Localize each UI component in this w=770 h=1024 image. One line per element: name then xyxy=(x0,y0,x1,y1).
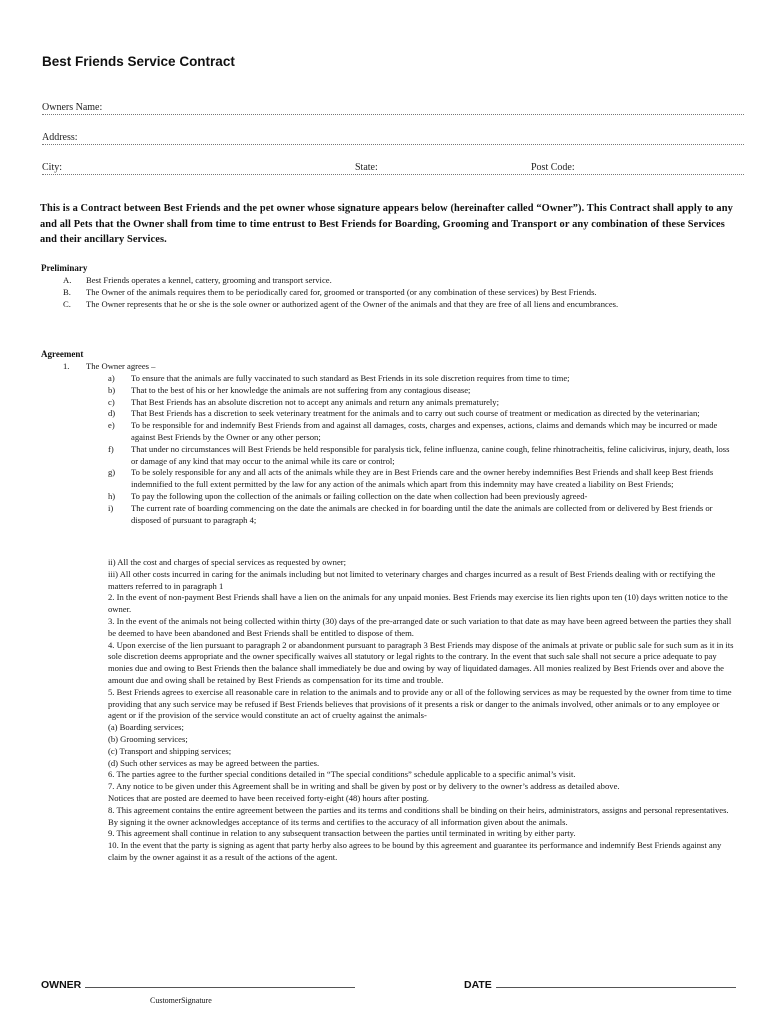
intro-paragraph: This is a Contract between Best Friends and the pet owner whose signature appears below (hereinafter called “Owner”). This Contract shall apply to any and all Pets that the Owner shall from time to time entrust to Best Friends for Boarding, Grooming and Transport or any combination of these Services and their ancillary Services. xyxy=(40,203,733,245)
preliminary-item-text: The Owner of the animals requires them to be periodically cared for, groomed or transported (or any combination of these services) by Best Friends. xyxy=(86,286,597,297)
agreement-sub-item xyxy=(108,385,738,397)
agreement-paragraph: Notices that are posted are deemed to have been received forty-eight (48) hours after posting. xyxy=(108,792,429,803)
agreement-sub-item-marker: a) xyxy=(108,373,115,383)
agreement-sub-item-marker: d) xyxy=(108,408,116,419)
agreement-sub-item xyxy=(108,467,738,491)
agreement-heading: Agreement xyxy=(41,349,84,359)
agreement-paragraph: 5. Best Friends agrees to exercise all reasonable care in relation to the animals and to provide any or all of the following services as may be requested by the owner from time to time providing that any such service may be refused if Best Friends believes that provisions of it presents a risk or danger to the animals involved, other animals or to any employee or agent or if the provision of the service would constitute an act of cruelty against the animals- xyxy=(108,686,732,721)
agreement-sub-item xyxy=(108,491,738,503)
date-row xyxy=(464,979,736,991)
agreement-paragraph: 9. This agreement shall continue in relation to any subsequent transaction between the parties until terminated in writing by either party. xyxy=(108,828,576,839)
agreement-sub-item-marker: f) xyxy=(108,443,114,454)
agreement-sub-item-marker: b) xyxy=(108,384,116,395)
agreement-paragraph: ii) All the cost and charges of special services as requested by owner; xyxy=(108,557,347,567)
preliminary-heading: Preliminary xyxy=(41,263,88,273)
agreement-paragraph: 2. In the event of non-payment Best Friends shall have a lien on the animals for any unpaid monies. Best Friends may exercise its lien rights upon ten (10) days written notice to the owner. xyxy=(108,592,728,615)
agreement-paragraph: 10. In the event that the party is signing as agent that party herby also agrees to be bound by this agreement and guarantee its performance and indemnify Best Friends against any claim by the owner against it as a result of the actions of the agent. xyxy=(108,840,722,862)
preliminary-item-text: Best Friends operates a kennel, cattery, grooming and transport service. xyxy=(86,275,332,285)
preliminary-item xyxy=(63,287,723,299)
agreement-paragraph: 6. The parties agree to the further special conditions detailed in “The special conditions” schedule applicable to a specific animal’s visit. xyxy=(108,769,576,780)
agreement-sub-item-text: The current rate of boarding commencing on the date the animals are checked in for boarding until the date the animals are collected from or delivered by Best friends or disposed of pursuant to paragraph 4; xyxy=(131,502,713,525)
agreement-sub-item-marker: c) xyxy=(108,396,115,407)
agreement-sub-item-marker: h) xyxy=(108,490,116,501)
agreement-paragraph: 3. In the event of the animals not being collected within thirty (30) days of the pre-arranged date or such variation to that date as may have been agreed between the parties they shall be deemed to have been abandoned and Best Friends shall be entitled to dispose of them. xyxy=(108,615,732,638)
document-title: Best Friends Service Contract xyxy=(42,54,235,69)
date-line[interactable] xyxy=(496,979,736,988)
preliminary-item-marker: C. xyxy=(63,298,71,309)
agreement-paragraph: iii) All other costs incurred in caring for the animals including but not limited to veterinary charges and charges incurred as a result of Best Friends dealing with or rectifying the matters referred to in paragraph 1 xyxy=(108,568,716,591)
agreement-paragraph: (a) Boarding services; xyxy=(108,722,184,733)
agreement-paragraph: 7. Any notice to be given under this Agreement shall be in writing and shall be given by post or by delivery to the owner’s address as detailed above. xyxy=(108,781,620,792)
city-label: City: xyxy=(42,162,63,173)
agreement-item-1-text: The Owner agrees – xyxy=(86,361,156,371)
agreement-paragraph: 8. This agreement contains the entire agreement between the parties and its terms and conditions shall be binding on their heirs, administrators, assigns and personal representatives. By signing it the owner acknowledges acceptance of its terms and certifies to the accuracy of all information given about the animals. xyxy=(108,804,729,827)
agreement-sub-item xyxy=(108,503,738,527)
owners-name-label: Owners Name: xyxy=(42,102,103,113)
agreement-sub-list xyxy=(108,373,738,526)
preliminary-item xyxy=(63,275,723,287)
address-label: Address: xyxy=(42,132,78,143)
agreement-sub-item-text: To pay the following upon the collection of the animals or failing collection on the date when collection had been previously agreed- xyxy=(131,490,588,501)
agreement-sub-item-text: That to the best of his or her knowledge the animals are not suffering from any contagious disease; xyxy=(131,384,471,395)
agreement-sub-item-marker: i) xyxy=(108,502,114,513)
agreement-sub-item xyxy=(108,373,738,385)
agreement-paragraphs xyxy=(108,557,738,864)
state-label: State: xyxy=(355,162,378,173)
city-state-postcode-field[interactable] xyxy=(42,158,744,175)
owners-name-field[interactable] xyxy=(42,98,744,115)
customer-signature-caption: CustomerSignature xyxy=(150,996,212,1005)
owner-signature-line[interactable] xyxy=(85,979,355,988)
agreement-sub-item xyxy=(108,444,738,468)
preliminary-item-text: The Owner represents that he or she is the sole owner or authorized agent of the Owner of the animals and that they are free of all liens and encumbrances. xyxy=(86,298,619,309)
owner-label: OWNER xyxy=(41,979,82,991)
owner-signature-row xyxy=(41,979,355,991)
agreement-sub-item-text: To be responsible for and indemnify Best Friends from and against all damages, costs, charges and expenses, actions, claims and demands which may be incurred or made against Best Friends by the Owner or any other person; xyxy=(131,420,718,442)
date-label: DATE xyxy=(464,979,492,991)
agreement-paragraph: (d) Such other services as may be agreed between the parties. xyxy=(108,757,320,768)
post-code-label: Post Code: xyxy=(531,162,575,173)
agreement-sub-item-text: To ensure that the animals are fully vaccinated to such standard as Best Friends in its sole discretion requires from time to time; xyxy=(131,373,570,383)
agreement-sub-item-marker: e) xyxy=(108,420,115,431)
address-field[interactable] xyxy=(42,128,744,145)
agreement-sub-item xyxy=(108,420,738,444)
preliminary-item-marker: A. xyxy=(63,275,72,285)
agreement-sub-item xyxy=(108,397,738,409)
agreement-paragraph: (b) Grooming services; xyxy=(108,733,188,744)
preliminary-item xyxy=(63,299,723,311)
agreement-sub-item-text: That Best Friends has an absolute discretion not to accept any animals and return any animals prematurely; xyxy=(131,396,499,407)
agreement-item-1 xyxy=(63,361,723,373)
agreement-sub-item xyxy=(108,408,738,420)
agreement-sub-item-marker: g) xyxy=(108,467,116,478)
preliminary-item-marker: B. xyxy=(63,286,71,297)
agreement-sub-item-text: That under no circumstances will Best Friends be held responsible for paralysis tick, feline influenza, canine cough, feline rhinotracheitis, feline calicivirus, injury, death, loss or damage of any kind that may occur to the animal while its care or control; xyxy=(131,443,730,466)
agreement-sub-item-text: To be solely responsible for any and all acts of the animals while they are in Best Friends care and the owner hereby indemnifies Best Friends and shall keep Best friends indemnified to the full extent permitted by the law for any action of the animals which apart from this indemnity may have created a liability on Best Friends; xyxy=(131,467,714,490)
agreement-item-1-marker: 1. xyxy=(63,361,70,371)
agreement-paragraph: (c) Transport and shipping services; xyxy=(108,745,232,756)
preliminary-list xyxy=(63,275,723,310)
agreement-paragraph: 4. Upon exercise of the lien pursuant to paragraph 2 or abandonment pursuant to paragraph 3 Best Friends may dispose of the animals at private or public sale for such sum as it in its sole discretion deems appropriate and the owner specifically waives all statutory or legal rights to the contrary. In the event that such sale shall not secure a price adequate to pay monies due and owing to Best Friends then the balance shall immediately be due and owing by way of liquidated damages. All monies realized by Best Friends over and above the amount due and owing shall be retained by Best Friends as compensation for its time and trouble. xyxy=(108,639,734,685)
agreement-sub-item-text: That Best Friends has a discretion to seek veterinary treatment for the animals and to carry out such course of treatment or medication as directed by the veterinarian; xyxy=(131,408,700,419)
